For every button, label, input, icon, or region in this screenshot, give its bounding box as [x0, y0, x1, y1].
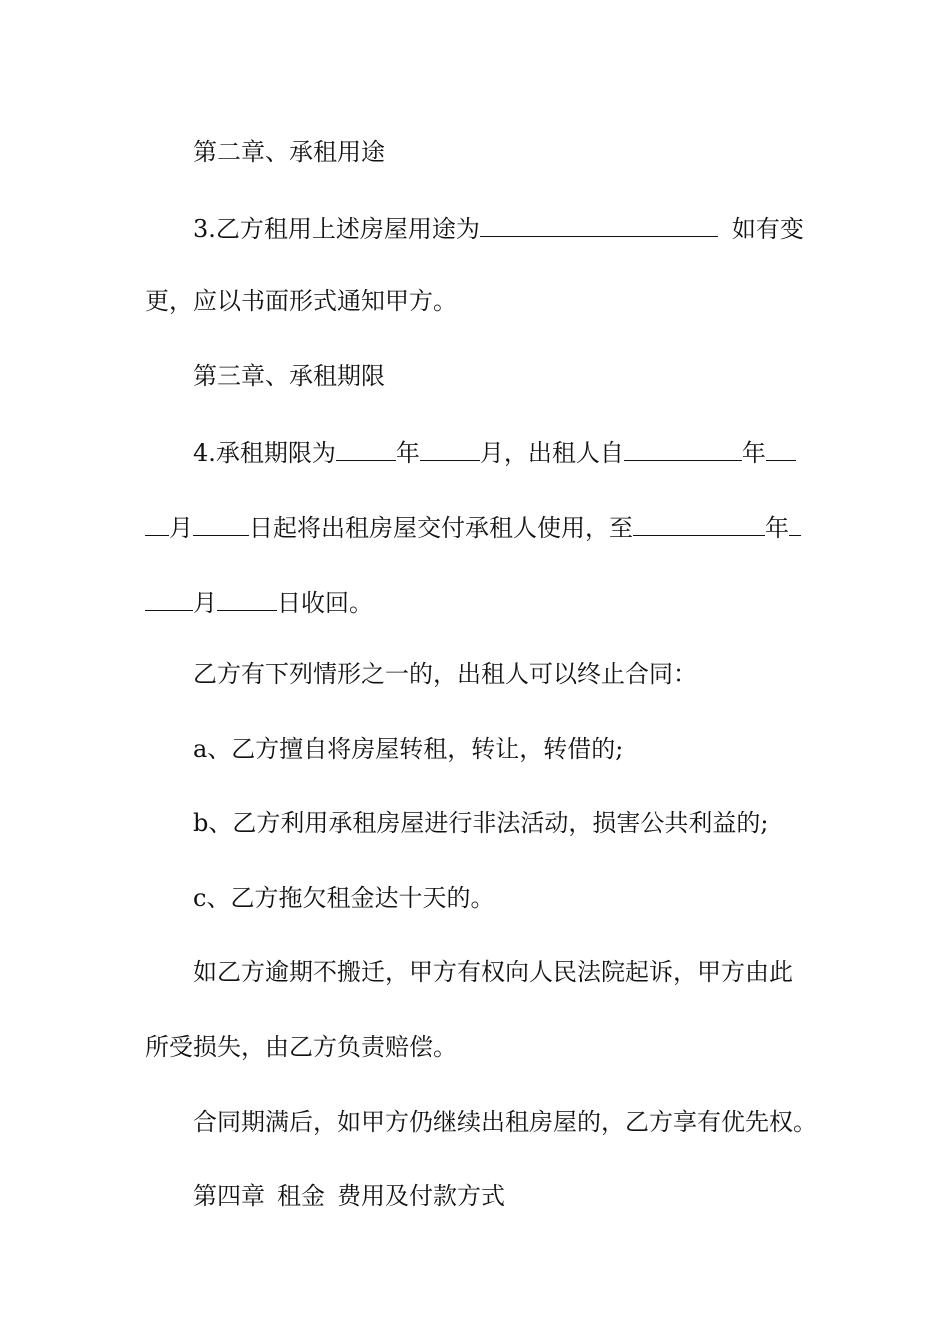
year-label: 年: [741, 439, 766, 467]
priority-clause: 合同期满后，如甲方仍继续出租房屋的，乙方享有优先权。: [193, 1108, 817, 1136]
start-day-blank: [193, 509, 249, 536]
month-label: 月: [193, 589, 217, 617]
clause-4-text: 4.承租期限为: [193, 439, 336, 467]
start-month-blank-cont: [145, 509, 169, 536]
end-month-blank: [789, 509, 801, 536]
clause-3-text-cont: 如有变: [731, 215, 804, 243]
end-month-blank-cont: [145, 584, 193, 611]
end-day-blank: [217, 584, 277, 611]
years-blank: [336, 434, 396, 461]
clause-4-line-1: [0, 434, 950, 469]
chapter-4-word: 租金: [277, 1182, 325, 1210]
chapter-3-heading: 第三章、承租期限: [193, 362, 385, 390]
termination-intro: 乙方有下列情形之一的，出租人可以终止合同：: [193, 660, 697, 688]
clause-4-line-3: [0, 584, 950, 619]
chapter-2-heading: 第二章、承租用途: [193, 138, 385, 166]
year-label: 年: [765, 514, 789, 542]
clause-3-line-1: [0, 210, 950, 245]
chapter-4-label: 第四章: [193, 1182, 265, 1210]
year-label: 年: [395, 439, 420, 467]
start-year-blank: [624, 434, 742, 461]
month-label: 月: [169, 514, 193, 542]
usage-blank: [480, 210, 718, 237]
termination-item-c: c、乙方拖欠租金达十天的。: [193, 884, 495, 912]
end-year-blank: [633, 509, 765, 536]
termination-item-b: b、乙方利用承租房屋进行非法活动，损害公共利益的;: [193, 809, 769, 837]
clause-4-text: 日收回。: [277, 589, 373, 617]
clause-4-text: 月，出租人自: [479, 439, 624, 467]
clause-3-text: 3.乙方租用上述房屋用途为: [193, 215, 480, 243]
clause-4-text: 日起将出租房屋交付承租人使用，至: [249, 514, 633, 542]
months-blank: [420, 434, 480, 461]
overdue-line-1: 如乙方逾期不搬迁，甲方有权向人民法院起诉，甲方由此: [193, 958, 793, 986]
termination-item-a: a、乙方擅自将房屋转租，转让，转借的;: [193, 735, 624, 763]
clause-4-line-2: [0, 509, 950, 544]
chapter-4-heading: [0, 1180, 950, 1212]
overdue-line-2: 所受损失，由乙方负责赔偿。: [145, 1033, 457, 1061]
chapter-4-word: 费用及付款方式: [337, 1182, 505, 1210]
clause-3-line-2: 更，应以书面形式通知甲方。: [145, 287, 457, 315]
start-month-blank: [766, 434, 796, 461]
